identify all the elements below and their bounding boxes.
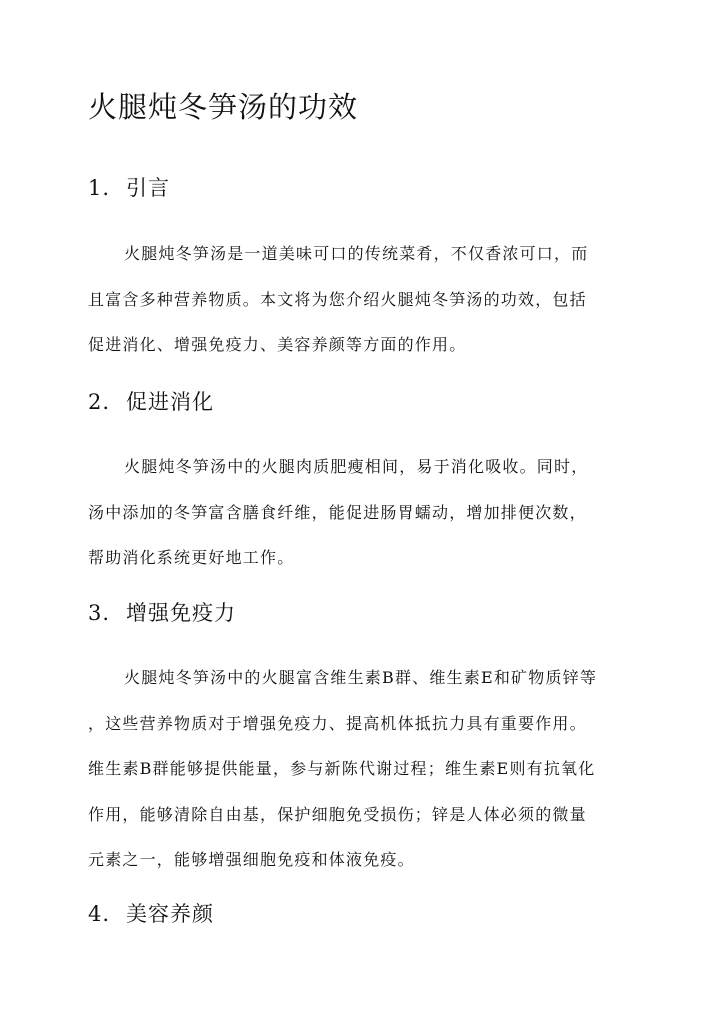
paragraph-digestion <box>88 444 634 581</box>
section-title: 增强免疫力 <box>126 601 236 625</box>
paragraph-line: 维生素B群能够提供能量，参与新陈代谢过程；维生素E则有抗氧化 <box>88 759 596 778</box>
section-title: 促进消化 <box>126 390 214 414</box>
paragraph-line: 且富含多种营养物质。本文将为您介绍火腿炖冬笋汤的功效，包括 <box>88 289 587 309</box>
paragraph-line: 促进消化、增强免疫力、美容养颜等方面的作用。 <box>88 335 467 354</box>
paragraph-line: ，这些营养物质对于增强免疫力、提高机体抵抗力具有重要作用。 <box>88 713 587 733</box>
section-heading-beauty <box>88 894 214 934</box>
section-title: 美容养颜 <box>126 902 214 926</box>
paragraph-line: 元素之一，能够增强细胞免疫和体液免疫。 <box>88 850 415 869</box>
section-heading-immunity <box>88 593 236 633</box>
section-number: 4. <box>88 902 111 926</box>
paragraph-line: 汤中添加的冬笋富含膳食纤维，能促进肠胃蠕动，增加排便次数， <box>88 502 587 522</box>
paragraph-line: 火腿炖冬笋汤是一道美味可口的传统菜肴，不仅香浓可口，而 <box>124 244 589 263</box>
paragraph-line: 火腿炖冬笋汤中的火腿肉质肥瘦相间，易于消化吸收。同时， <box>124 457 589 476</box>
paragraph-immunity <box>88 655 634 883</box>
paragraph-line: 帮助消化系统更好地工作。 <box>88 548 295 567</box>
section-title: 引言 <box>126 176 170 200</box>
paragraph-line: 火腿炖冬笋汤中的火腿富含维生素B群、维生素E和矿物质锌等 <box>124 668 598 687</box>
paragraph-line: 作用，能够清除自由基，保护细胞免受损伤；锌是人体必须的微量 <box>88 804 587 824</box>
paragraph-intro <box>88 231 634 368</box>
section-number: 1. <box>88 176 111 200</box>
page-title: 火腿炖冬笋汤的功效 <box>88 90 359 124</box>
section-number: 2. <box>88 390 111 414</box>
section-heading-intro <box>88 168 170 208</box>
section-heading-digestion <box>88 382 214 422</box>
section-number: 3. <box>88 601 111 625</box>
